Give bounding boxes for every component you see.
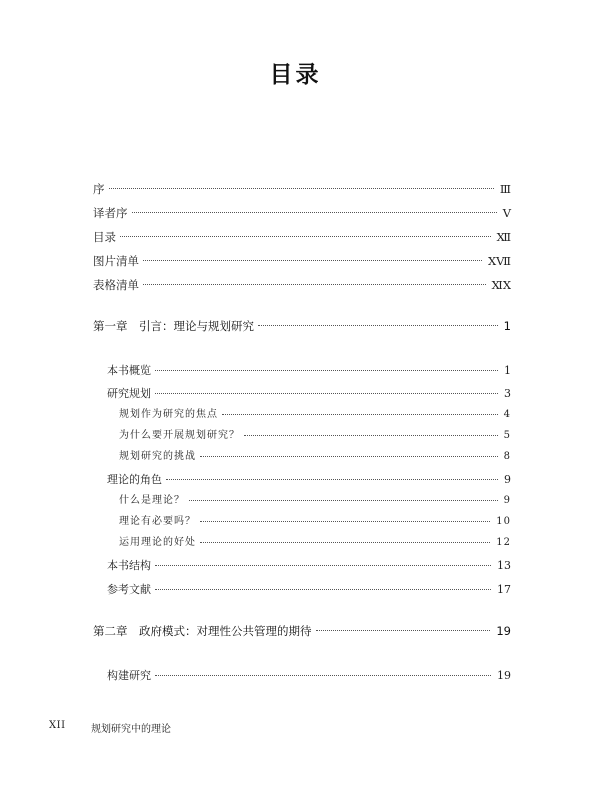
chapter-title: 第一章 引言：理论与规划研究 xyxy=(93,319,254,333)
chapter-title: 第二章 政府模式：对理性公共管理的期待 xyxy=(93,624,312,638)
toc-entry-page: ⅪⅩ xyxy=(491,278,511,292)
toc-entry-page: 1 xyxy=(503,319,511,333)
toc-entry-page: Ⅲ xyxy=(499,182,511,196)
dot-leader xyxy=(200,542,490,543)
toc-entry-page: 10 xyxy=(496,516,511,527)
toc-entry-page: 4 xyxy=(503,409,511,420)
toc-entry-subsection[interactable] xyxy=(119,406,511,424)
toc-entry-section[interactable] xyxy=(107,471,511,489)
dot-leader xyxy=(120,236,491,237)
dot-leader xyxy=(200,521,490,522)
toc-entry-subsection[interactable] xyxy=(119,534,511,552)
dot-leader xyxy=(143,260,482,261)
toc-entry-label: 规划作为研究的焦点 xyxy=(119,409,218,420)
toc-entry-section[interactable] xyxy=(107,557,511,575)
dot-leader xyxy=(200,456,498,457)
toc-entry-page: ⅩⅦ xyxy=(487,254,511,268)
dot-leader xyxy=(155,675,491,676)
toc-entry-page: 12 xyxy=(496,537,511,548)
dot-leader xyxy=(244,435,498,436)
toc-entry-section[interactable] xyxy=(107,667,511,685)
toc-entry-page: 9 xyxy=(503,495,511,506)
dot-leader xyxy=(155,393,498,394)
dot-leader xyxy=(132,212,497,213)
toc-entry-chapter[interactable] xyxy=(93,317,511,335)
toc-entry-label: 研究规划 xyxy=(107,387,151,400)
toc-entry-page: 5 xyxy=(503,430,511,441)
toc-entry-subsection[interactable] xyxy=(119,448,511,466)
toc-entry-front[interactable] xyxy=(93,228,511,246)
toc-entry-label: 图片清单 xyxy=(93,254,139,268)
toc-entry-label: 构建研究 xyxy=(107,669,151,682)
toc-entry-subsection[interactable] xyxy=(119,492,511,510)
dot-leader xyxy=(166,479,498,480)
dot-leader xyxy=(258,325,498,326)
toc-entry-label: 参考文献 xyxy=(107,583,151,596)
toc-entry-label: 目录 xyxy=(93,230,116,244)
toc-entry-page: 9 xyxy=(504,473,511,486)
toc-entry-front[interactable] xyxy=(93,204,511,222)
toc-entry-section[interactable] xyxy=(107,581,511,599)
toc-entry-label: 理论的角色 xyxy=(107,473,162,486)
toc-entry-page: 19 xyxy=(496,624,511,638)
toc-entry-front[interactable] xyxy=(93,276,511,294)
dot-leader xyxy=(189,500,498,501)
toc-entry-chapter[interactable] xyxy=(93,622,511,640)
toc-entry-label: 本书概览 xyxy=(107,364,151,377)
toc-entry-label: 序 xyxy=(93,182,105,196)
toc-entry-label: 表格清单 xyxy=(93,278,139,292)
dot-leader xyxy=(316,630,491,631)
dot-leader xyxy=(143,284,486,285)
footer-running-title: 规划研究中的理论 xyxy=(91,724,171,735)
toc-entry-page: 19 xyxy=(497,669,511,682)
toc-entry-label: 规划研究的挑战 xyxy=(119,451,196,462)
footer-page-number: XII xyxy=(49,720,66,731)
toc-entry-front[interactable] xyxy=(93,252,511,270)
toc-entry-label: 理论有必要吗？ xyxy=(119,516,196,527)
toc-entry-page: Ⅴ xyxy=(502,206,511,220)
page-title: 目录 xyxy=(269,62,322,88)
dot-leader xyxy=(222,414,498,415)
toc-entry-subsection[interactable] xyxy=(119,513,511,531)
dot-leader xyxy=(155,589,491,590)
toc-entry-label: 译者序 xyxy=(93,206,128,220)
dot-leader xyxy=(109,188,494,189)
dot-leader xyxy=(155,565,491,566)
toc-entry-page: 8 xyxy=(503,451,511,462)
toc-entry-page: 17 xyxy=(497,583,511,596)
toc-entry-section[interactable] xyxy=(107,362,511,380)
toc-entry-page: 13 xyxy=(497,559,511,572)
toc-entry-label: 为什么要开展规划研究？ xyxy=(119,430,240,441)
toc-entry-subsection[interactable] xyxy=(119,427,511,445)
dot-leader xyxy=(155,370,498,371)
toc-entry-page: 1 xyxy=(504,364,511,377)
toc-entry-page: 3 xyxy=(504,387,511,400)
toc-entry-label: 什么是理论？ xyxy=(119,495,185,506)
toc-entry-page: Ⅻ xyxy=(496,230,511,244)
toc-entry-label: 运用理论的好处 xyxy=(119,537,196,548)
toc-entry-section[interactable] xyxy=(107,385,511,403)
toc-entry-front[interactable] xyxy=(93,180,511,198)
toc-entry-label: 本书结构 xyxy=(107,559,151,572)
